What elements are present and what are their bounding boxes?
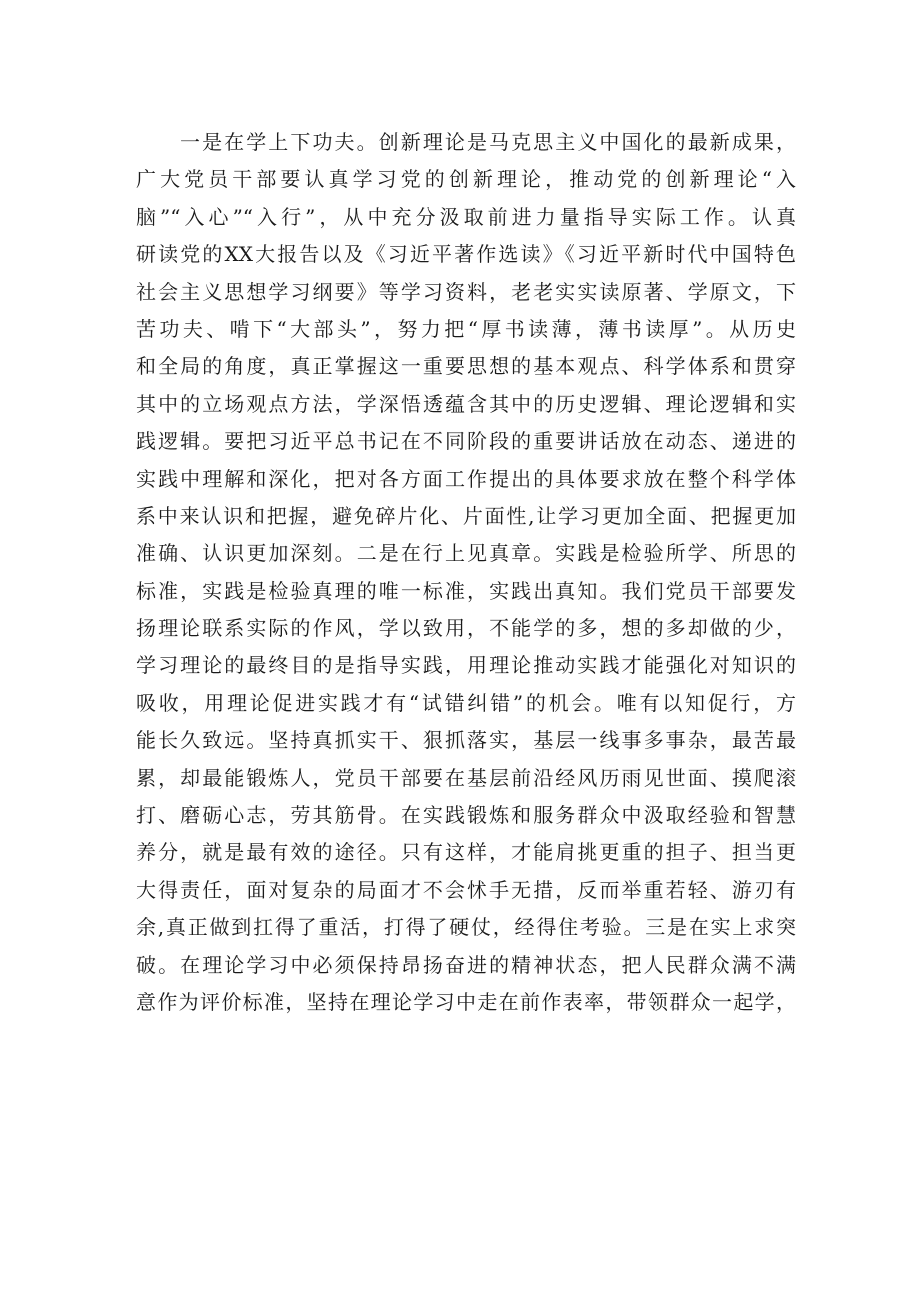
text-line: 践逻辑。要把习近平总书记在不同阶段的重要讲话放在动态、递进的 [136, 429, 796, 454]
text-line: 准确、认识更加深刻。二是在行上见真章。实践是检验所学、所思的 [136, 541, 796, 566]
text-line: 研读党的XX大报告以及《习近平著作选读》《习近平新时代中国特色 [136, 242, 796, 267]
text-line: 吸收，用理论促进实践才有“试错纠错”的机会。唯有以知促行，方 [136, 690, 796, 715]
text-line: 扬理论联系实际的作风，学以致用，不能学的多，想的多却做的少， [136, 616, 796, 641]
text-line: 养分，就是最有效的途径。只有这样，才能肩挑更重的担子、担当更 [136, 840, 796, 865]
text-line: 破。在理论学习中必须保持昂扬奋进的精神状态，把人民群众满不满 [136, 952, 796, 977]
text-line: 打、磨砺心志，劳其筋骨。在实践锻炼和服务群众中汲取经验和智慧 [136, 803, 796, 828]
text-line: 标准，实践是检验真理的唯一标准，实践出真知。我们党员干部要发 [136, 578, 796, 603]
text-line: 能长久致远。坚持真抓实干、狠抓落实，基层一线事多事杂，最苦最 [136, 728, 796, 753]
text-line: 实践中理解和深化，把对各方面工作提出的具体要求放在整个科学体 [136, 466, 796, 491]
text-line: 苦功夫、啃下“大部头”，努力把“厚书读薄，薄书读厚”。从历史 [136, 316, 796, 341]
text-line: 一是在学上下功夫。创新理论是马克思主义中国化的最新成果， [180, 130, 796, 154]
text-line: 和全局的角度，真正掌握这一重要思想的基本观点、科学体系和贯穿 [136, 354, 796, 379]
text-line: 广大党员干部要认真学习党的创新理论，推动党的创新理论“入 [136, 167, 796, 192]
text-line: 学习理论的最终目的是指导实践，用理论推动实践才能强化对知识的 [136, 653, 796, 678]
text-line: 系中来认识和把握，避免碎片化、片面性,让学习更加全面、把握更加 [136, 503, 796, 528]
text-line: 意作为评价标准，坚持在理论学习中走在前作表率，带领群众一起学， [136, 989, 796, 1014]
text-line: 累，却最能锻炼人，党员干部要在基层前沿经风历雨见世面、摸爬滚 [136, 765, 796, 790]
text-line: 大得责任，面对复杂的局面才不会怵手无措，反而举重若轻、游刃有 [136, 877, 796, 902]
text-line: 其中的立场观点方法，学深悟透蕴含其中的历史逻辑、理论逻辑和实 [136, 391, 796, 416]
body-paragraph [136, 124, 796, 1021]
text-line: 余,真正做到扛得了重活，打得了硬仗，经得住考验。三是在实上求突 [136, 915, 796, 940]
text-line: 社会主义思想学习纲要》等学习资料，老老实实读原著、学原文，下 [136, 279, 796, 304]
text-line: 脑”“入心”“入行”，从中充分汲取前进力量指导实际工作。认真 [136, 204, 796, 229]
